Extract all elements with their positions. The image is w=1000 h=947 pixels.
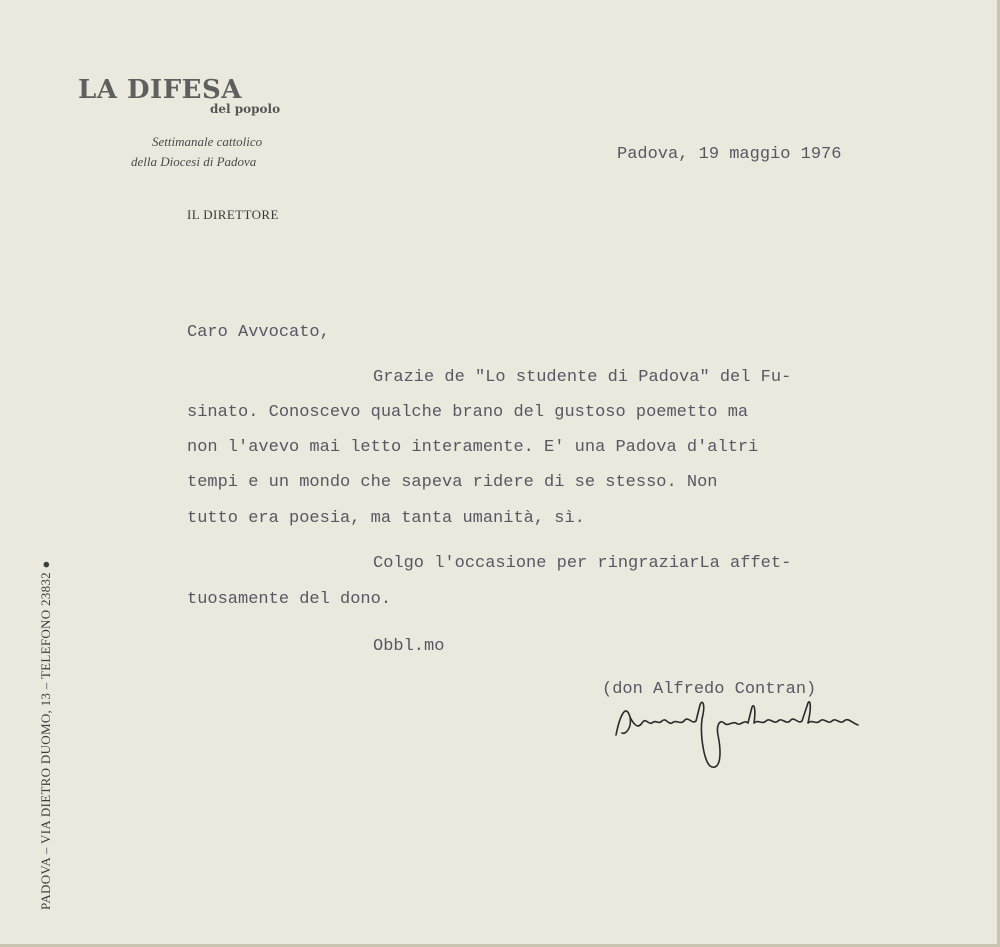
paragraph1-line: tutto era poesia, ma tanta umanità, sì. <box>187 509 585 528</box>
newspaper-title: LA DIFESA <box>78 75 242 105</box>
tagline-line-1: Settimanale cattolico <box>152 134 263 149</box>
paragraph1-line: Grazie de "Lo studente di Padova" del Fu- <box>373 368 792 387</box>
letter-date: Padova, 19 maggio 1976 <box>617 145 842 164</box>
paragraph2-line: Colgo l'occasione per ringraziarLa affet- <box>373 554 792 573</box>
paragraph2-line: tuosamente del dono. <box>187 590 392 609</box>
paragraph1-line: non l'avevo mai letto interamente. E' una Padova d'altri <box>187 438 759 457</box>
side-address: PADOVA – VIA DIETRO DUOMO, 13 – TELEFONO 23832 ● <box>38 560 53 910</box>
paragraph1-line: sinato. Conoscevo qualche brano del gustoso poemetto ma <box>187 403 749 422</box>
sender-name: (don Alfredo Contran) <box>602 680 817 699</box>
director-label: IL DIRETTORE <box>187 207 279 222</box>
letterhead-masthead <box>78 75 298 116</box>
paragraph1-line: tempi e un mondo che sapeva ridere di se stesso. Non <box>187 473 718 492</box>
handwritten-signature <box>612 695 874 775</box>
letter-salutation: Caro Avvocato, <box>187 323 330 342</box>
tagline-line-2: della Diocesi di Padova <box>131 154 257 169</box>
newspaper-subtitle: del popolo <box>210 102 281 116</box>
letter-closing: Obbl.mo <box>373 637 445 656</box>
